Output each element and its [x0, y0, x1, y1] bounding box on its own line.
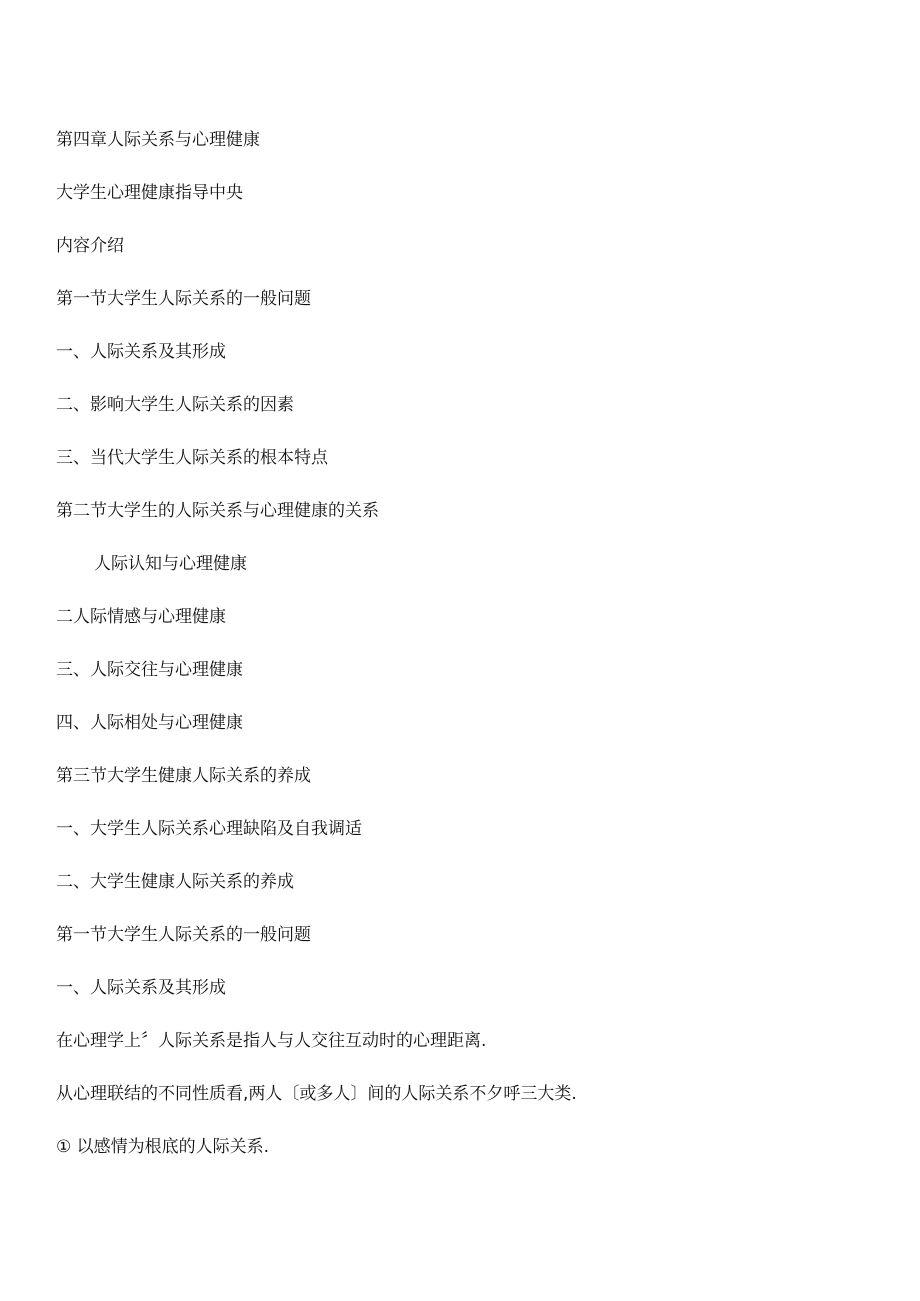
outline-item: 四、人际相处与心理健康 — [56, 713, 243, 733]
numbered-item: ① 以感情为根底的人际关系. — [56, 1137, 270, 1157]
outline-section-1: 第一节大学生人际关系的一般问题 — [56, 289, 311, 309]
chapter-title: 第四章人际关系与心理健康 — [56, 130, 260, 150]
outline-section-2: 第二节大学生的人际关系与心理健康的关系 — [56, 501, 379, 521]
outline-item: 三、人际交往与心理健康 — [56, 660, 243, 680]
organization-line: 大学生心理健康指导中央 — [56, 183, 243, 203]
section-heading: 内容介绍 — [56, 236, 124, 256]
body-paragraph: 在心理学上〞人际关系是指人与人交往互动时的心理距离. — [56, 1031, 487, 1051]
outline-item: 一、人际关系及其形成 — [56, 342, 226, 362]
outline-item: 二、大学生健康人际关系的养成 — [56, 872, 294, 892]
outline-item: 三、当代大学生人际关系的根本特点 — [56, 448, 328, 468]
section-title: 第一节大学生人际关系的一般问题 — [56, 925, 311, 945]
outline-item: 二人际情感与心理健康 — [56, 607, 226, 627]
outline-item: 一、大学生人际关系心理缺陷及自我调适 — [56, 819, 362, 839]
body-paragraph: 从心理联结的不同性质看,两人〔或多人〕间的人际关系不夕呼三大类. — [56, 1084, 577, 1104]
outline-item: 二、影响大学生人际关系的因素 — [56, 395, 294, 415]
outline-section-3: 第三节大学生健康人际关系的养成 — [56, 766, 311, 786]
subsection-title: 一、人际关系及其形成 — [56, 978, 226, 998]
outline-item: 人际认知与心理健康 — [94, 554, 247, 574]
